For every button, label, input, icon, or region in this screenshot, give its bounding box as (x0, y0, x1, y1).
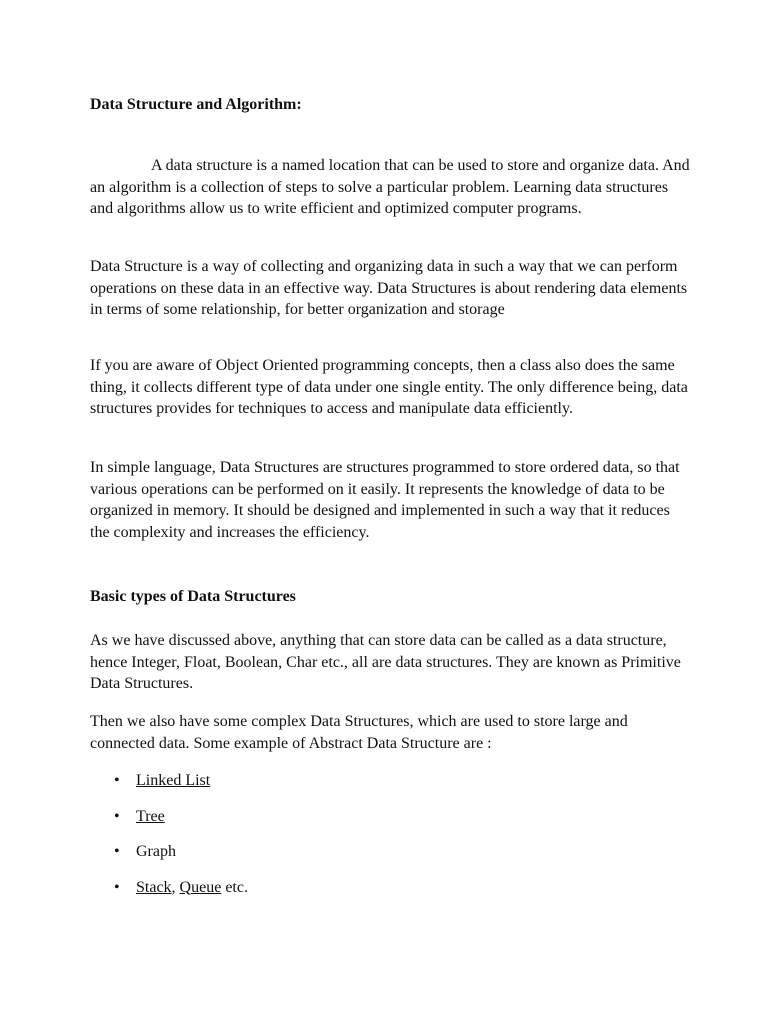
bullet-icon: • (114, 807, 120, 825)
etc-text: etc. (225, 878, 248, 896)
paragraph-simple-language: In simple language, Data Structures are structures programmed to store ordered data, so that various operations can be performed on it easily. It represents the knowledge of data to be organized in memory. It should be designed and implemented in such a way that it reduces the complexity and increases the efficiency. (90, 459, 680, 541)
section-heading-basic-types: Basic types of Data Structures (90, 588, 296, 605)
abstract-data-structure-list (90, 770, 248, 912)
paragraph-intro: A data structure is a named location that can be used to store and organize data. And an algorithm is a collection of steps to solve a particular problem. Learning data structures and algorithms allow us to write efficient and optimized computer programs. (90, 157, 690, 217)
list-item (90, 770, 248, 791)
tree-link[interactable]: Tree (136, 807, 165, 825)
comma-separator: , (171, 878, 176, 896)
list-item (90, 806, 248, 827)
paragraph-definition: Data Structure is a way of collecting and organizing data in such a way that we can perform operations on these data in an effective way. Data Structures is about rendering data elements in terms of some relationship, for better organization and storage (90, 258, 688, 318)
bullet-icon: • (114, 772, 120, 789)
paragraph-oop: If you are aware of Object Oriented programming concepts, then a class also does the same thing, it collects different type of data under one single entity. The only difference being, data structures provides for techniques to access and manipulate data efficiently. (90, 357, 688, 417)
graph-text: Graph (136, 843, 176, 860)
queue-link[interactable]: Queue (179, 878, 222, 896)
stack-link[interactable]: Stack (136, 878, 172, 896)
paragraph-abstract: Then we also have some complex Data Structures, which are used to store large and connected data. Some example of Abstract Data Structure are : (90, 713, 628, 752)
section-heading-data-structure-and-algorithm: Data Structure and Algorithm: (90, 96, 302, 113)
bullet-icon: • (114, 843, 120, 860)
list-item (90, 877, 248, 898)
linked-list-link[interactable]: Linked List (136, 772, 211, 789)
bullet-icon: • (114, 878, 120, 896)
paragraph-primitive: As we have discussed above, anything that can store data can be called as a data structure, hence Integer, Float, Boolean, Char etc., all are data structures. They are known as Primitive Data Structures. (90, 632, 681, 692)
list-item (90, 841, 248, 862)
